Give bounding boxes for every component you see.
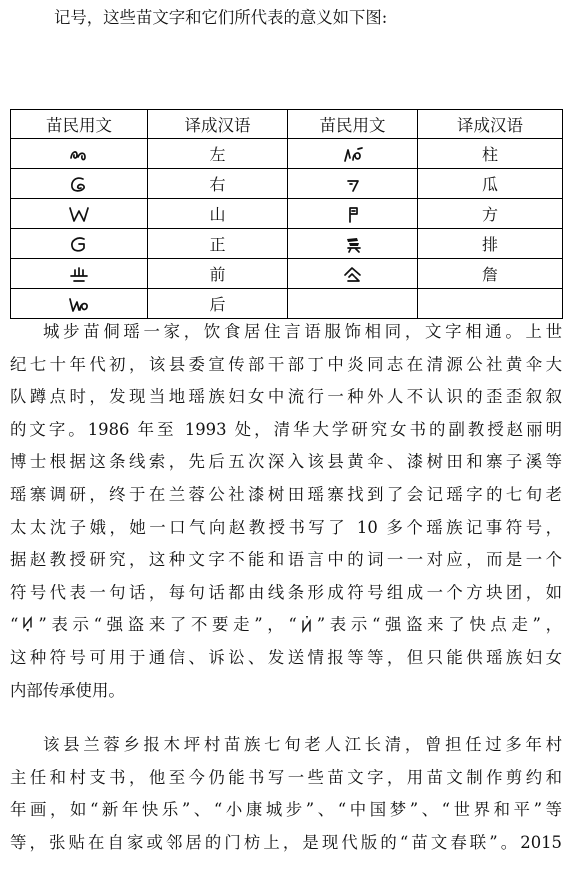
header-miao-text: 苗民用文 <box>288 110 418 139</box>
table-row <box>11 259 563 289</box>
miao-glyph-cell <box>288 229 418 259</box>
symbol-meaning-text: ”表示“强盗来了不要走”，“ <box>38 615 297 635</box>
chinese-meaning-cell: 瓜 <box>418 169 563 199</box>
paragraph-yao-script <box>10 316 562 707</box>
chinese-meaning-cell: 山 <box>148 199 288 229</box>
miao-glyph-mountain-icon <box>66 203 92 225</box>
yao-symbol-do-not-leave-icon <box>18 612 38 630</box>
header-chinese-translation: 译成汉语 <box>148 110 288 139</box>
paragraph-line: 主任和村支书，他至今仍能书写一些苗文字，用苗文制作剪约和 <box>10 767 562 787</box>
chinese-meaning-cell: 柱 <box>418 139 563 169</box>
chinese-meaning-cell: 正 <box>148 229 288 259</box>
header-chinese-translation: 译成汉语 <box>418 110 563 139</box>
open-quote: “ <box>10 615 19 635</box>
miao-glyph-cell <box>11 289 148 319</box>
empty-cell <box>418 289 563 319</box>
chinese-meaning-cell: 左 <box>148 139 288 169</box>
chinese-meaning-cell: 前 <box>148 259 288 289</box>
paragraph-line: 内部传承使用。 <box>10 680 125 700</box>
miao-glyph-cell <box>11 169 148 199</box>
table-row <box>11 199 563 229</box>
miao-glyph-cell <box>11 259 148 289</box>
paragraph-line-with-symbols <box>10 609 562 642</box>
miao-glyph-pillar-icon <box>340 143 366 165</box>
chinese-meaning-cell: 詹 <box>418 259 563 289</box>
miao-glyph-cell <box>288 259 418 289</box>
table-row <box>11 169 563 199</box>
empty-cell <box>288 289 418 319</box>
miao-glyph-cell <box>288 199 418 229</box>
miao-glyph-row-icon <box>340 233 366 255</box>
paragraph-line: 瑶寨调研，终于在兰蓉公社漆树田瑶寨找到了会记瑶字的七旬老 <box>10 484 562 504</box>
paragraph-line: 符号代表一句话，每句话都由线条形成符号组成一个方块团，如 <box>10 582 562 602</box>
table-row <box>11 139 563 169</box>
paragraph-line: 该县兰蓉乡报木坪村苗族七旬老人江长清，曾担任过多年村 <box>43 735 562 754</box>
yao-symbol-leave-quickly-icon <box>297 612 317 630</box>
miao-glyph-melon-icon <box>340 173 366 195</box>
table-row <box>11 289 563 319</box>
intro-line: 记号，这些苗文字和它们所代表的意义如下图: <box>54 8 388 27</box>
paragraph-line: 队蹲点时，发现当地瑶族妇女中流行一种外人不认识的歪歪叙叙 <box>10 387 562 407</box>
miao-glyph-cell <box>288 139 418 169</box>
symbol-meaning-text: ”表示“强盗来了快点走”， <box>316 615 562 635</box>
miao-glyph-eaves-icon <box>340 263 366 285</box>
paragraph-line: 的文字。1986 年至 1993 处，清华大学研究女书的副教授赵丽明 <box>10 419 562 439</box>
header-miao-text: 苗民用文 <box>11 110 148 139</box>
paragraph-jiang-changqing <box>10 729 562 859</box>
miao-glyph-right-icon <box>66 173 92 195</box>
chinese-meaning-cell: 后 <box>148 289 288 319</box>
miao-glyph-front-icon <box>66 263 92 285</box>
paragraph-line: 博士根据这条线索，先后五次深入该县黄伞、漆树田和寨子溪等 <box>10 452 562 472</box>
chinese-meaning-cell: 方 <box>418 199 563 229</box>
paragraph-line: 据赵教授研究，这种文字不能和语言中的词一一对应，而是一个 <box>10 550 562 570</box>
miao-glyph-cell <box>11 199 148 229</box>
miao-glyph-upright-icon <box>66 233 92 255</box>
miao-glossary-table <box>10 109 563 319</box>
paragraph-line: 这种符号可用于通信、诉讼、发送情报等等，但只能供瑶族妇女 <box>10 647 562 667</box>
miao-glyph-square-icon <box>340 203 366 225</box>
miao-glyph-left-icon <box>66 143 92 165</box>
paragraph-line: 纪七十年代初，该县委宣传部干部丁中炎同志在清源公社黄伞大 <box>10 354 562 374</box>
paragraph-line: 太太沈子娥，她一口气向赵教授书写了 10 多个瑶族记事符号， <box>10 517 562 537</box>
chinese-meaning-cell: 排 <box>418 229 563 259</box>
paragraph-line: 等，张贴在自家或邻居的门枋上，是现代版的“苗文春联”。2015 <box>10 832 562 852</box>
paragraph-line: 城步苗侗瑶一家，饮食居住言语服饰相同，文字相通。上世 <box>43 322 562 341</box>
table-row <box>11 229 563 259</box>
table-header-row <box>11 110 563 139</box>
miao-glyph-cell <box>11 139 148 169</box>
miao-glyph-cell <box>288 169 418 199</box>
miao-glyph-cell <box>11 229 148 259</box>
paragraph-line: 年画，如“新年快乐”、“小康城步”、“中国梦”、“世界和平”等 <box>10 800 562 820</box>
chinese-meaning-cell: 右 <box>148 169 288 199</box>
miao-glyph-back-icon <box>66 293 92 315</box>
